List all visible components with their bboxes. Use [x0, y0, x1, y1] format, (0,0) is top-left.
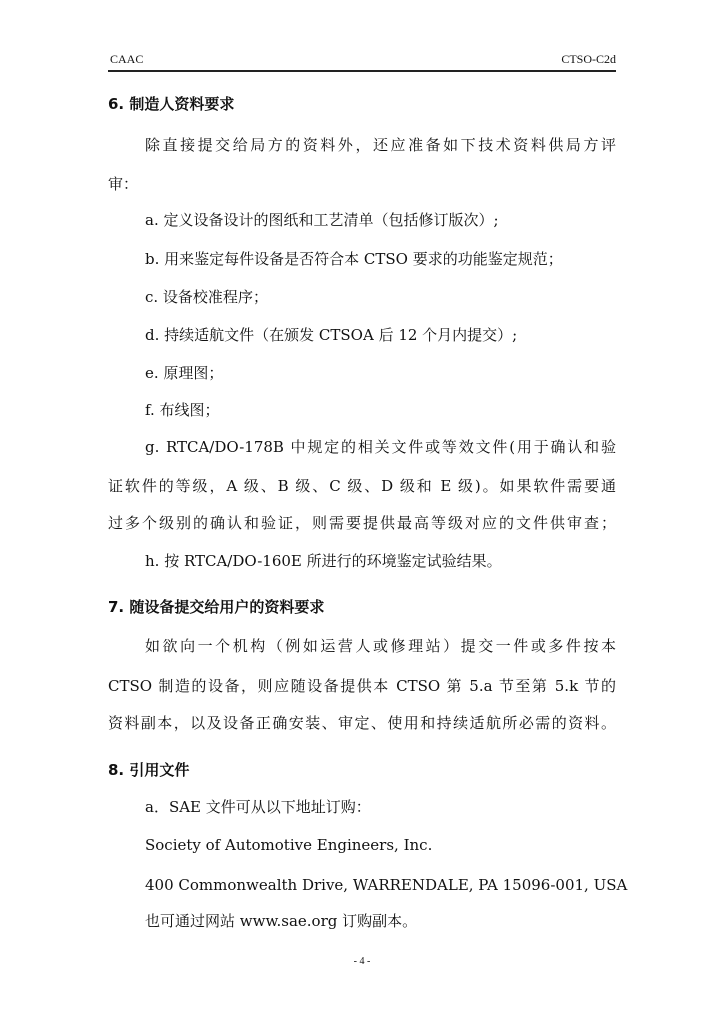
section-7-body-line-1: 如欲向一个机构（例如运营人或修理站）提交一件或多件按本: [145, 637, 616, 655]
section-6-item-b: b. 用来鉴定每件设备是否符合本 CTSO 要求的功能鉴定规范；: [145, 250, 563, 268]
section-8-line-a: a．SAE 文件可从以下地址订购：: [145, 798, 371, 816]
section-8-heading: 8. 引用文件: [108, 761, 190, 779]
section-7-body-line-2: CTSO 制造的设备，则应随设备提供本 CTSO 第 5.a 节至第 5.k 节的: [108, 677, 616, 695]
section-6-item-a: a. 定义设备设计的图纸和工艺清单（包括修订版次）;: [145, 211, 499, 229]
header-doc-id: CTSO-C2d: [561, 52, 616, 66]
section-7-heading: 7. 随设备提交给用户的资料要求: [108, 598, 325, 616]
header-org: CAAC: [110, 52, 144, 66]
section-7-body-line-3: 资料副本，以及设备正确安装、审定、使用和持续适航所必需的资料。: [108, 714, 616, 732]
section-8-org-name: Society of Automotive Engineers, Inc.: [145, 836, 433, 854]
page-number: - 4 -: [353, 956, 371, 967]
section-6-intro-line-2: 审：: [108, 175, 139, 193]
section-6-item-h: h. 按 RTCA/DO-160E 所进行的环境鉴定试验结果。: [145, 552, 502, 570]
section-6-heading: 6. 制造人资料要求: [108, 95, 235, 113]
section-6-item-f: f. 布线图；: [145, 401, 220, 419]
section-6-item-g-line-3: 过多个级别的确认和验证，则需要提供最高等级对应的文件供审查；: [108, 514, 616, 532]
section-6-item-g-line-2: 证软件的等级，A 级、B 级、C 级、D 级和 E 级)。如果软件需要通: [108, 477, 616, 495]
section-6-intro-line-1: 除直接提交给局方的资料外，还应准备如下技术资料供局方评: [145, 136, 616, 154]
header-rule: [108, 70, 616, 72]
section-6-item-c: c. 设备校准程序；: [145, 288, 268, 306]
section-6-item-e: e. 原理图；: [145, 364, 224, 382]
section-6-item-g-line-1: g. RTCA/DO-178B 中规定的相关文件或等效文件(用于确认和验: [145, 438, 616, 456]
section-8-website: 也可通过网站 www.sae.org 订购副本。: [145, 912, 418, 930]
section-6-item-d: d. 持续适航文件（在颁发 CTSOA 后 12 个月内提交）;: [145, 326, 518, 344]
section-8-address: 400 Commonwealth Drive, WARRENDALE, PA 15096-001, USA: [145, 876, 628, 894]
